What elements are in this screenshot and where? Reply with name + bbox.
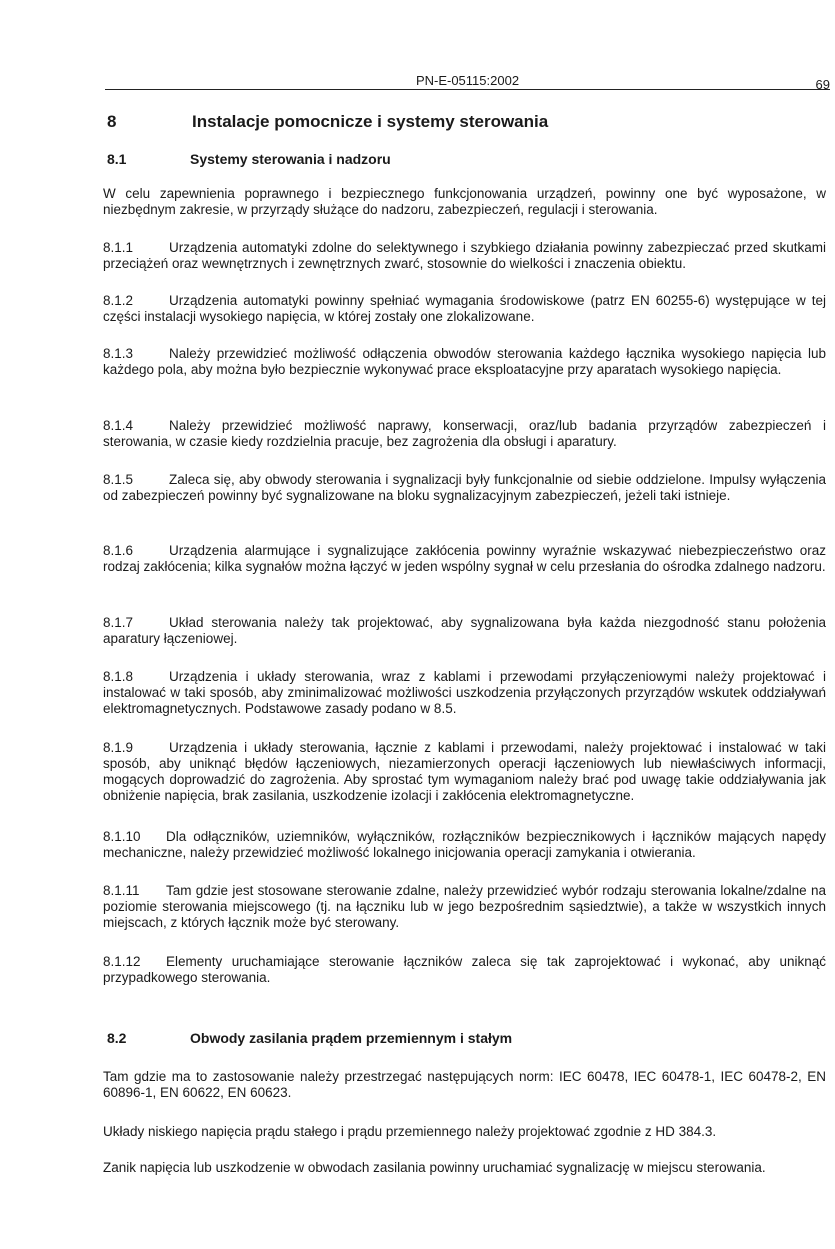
clause-number: 8.1.11: [103, 883, 140, 898]
clause-text: Układ sterowania należy tak projektować, aby sygnalizowana była każda niezgodność stanu położenia aparatury łączeniowej.: [103, 615, 826, 646]
section-title: Obwody zasilania prądem przemiennym i stałym: [190, 1030, 513, 1046]
clause-8-1-1: [103, 240, 826, 272]
clause-text: Urządzenia i układy sterowania, wraz z kablami i przewodami przyłączeniowymi należy projektować i instalować w taki sposób, aby zminimalizować możliwości uszkodzenia przyłączonych przyrządów wskutek oddziaływań elektromagnetycznych. Podstawowe zasady podano w 8.5.: [103, 669, 826, 716]
clause-text: Urządzenia automatyki powinny spełniać wymagania środowiskowe (patrz EN 60255-6) występujące w tej części instalacji wysokiego napięcia, w której zostały one zlokalizowane.: [103, 293, 826, 324]
section-8-heading: [107, 112, 827, 132]
clause-text: Należy przewidzieć możliwość odłączenia obwodów sterowania każdego łącznika wysokiego napięcia lub każdego pola, aby można było bezpiecznie wykonywać prace eksploatacyjne przy aparatach wysokiego napięcia.: [103, 346, 826, 377]
clause-8-1-2: [103, 293, 826, 325]
section-number: 8.2: [107, 1030, 127, 1046]
clause-8-1-3: [103, 346, 826, 378]
clause-number: 8.1.10: [103, 829, 141, 844]
section-number: 8: [107, 112, 117, 131]
clause-text: Urządzenia i układy sterowania, łącznie z kablami i przewodami, należy projektować i instalować w taki sposób, aby uniknąć błędów łączeniowych, niezamierzonych operacji łączeniowych lub niewłaściwych informacji, mogących doprowadzić do zagrożenia. Aby sprostać tym wymaganiom należy brać pod uwagę takie oddziaływania jak obniżenie napięcia, brak zasilania, uszkodzenie izolacji i zakłócenia elektromagnetyczne.: [103, 740, 826, 803]
section-8-2-paragraph: Zanik napięcia lub uszkodzenie w obwodach zasilania powinny uruchamiać sygnalizację w miejscu sterowania.: [103, 1160, 766, 1175]
standard-number: PN-E-05115:2002: [415, 73, 520, 88]
clause-number: 8.1.6: [103, 543, 134, 558]
clause-number: 8.1.3: [103, 346, 134, 361]
clause-text: Elementy uruchamiające sterowanie łączników zaleca się tak zaprojektować i wykonać, aby uniknąć przypadkowego sterowania.: [103, 954, 826, 985]
clause-number: 8.1.4: [103, 418, 134, 433]
clause-number: 8.1.8: [103, 669, 134, 684]
clause-number: 8.1.1: [103, 240, 134, 255]
clause-8-1-9: [103, 740, 826, 804]
clause-8-1-5: [103, 472, 826, 504]
page-header: [105, 70, 830, 94]
clause-8-1-10: [103, 829, 826, 861]
page-number: 69: [815, 77, 830, 92]
clause-text: Dla odłączników, uziemników, wyłączników, rozłączników bezpiecznikowych i łączników mających napędy mechaniczne, należy przewidzieć możliwość lokalnego inicjowania operacji zamykania i otwierania.: [103, 829, 826, 860]
clause-8-1-7: [103, 615, 826, 647]
clause-text: Należy przewidzieć możliwość naprawy, konserwacji, oraz/lub badania przyrządów zabezpieczeń i sterowania, w czasie kiedy rozdzielnia pracuje, bez zagrożenia dla obsługi i aparatury.: [103, 418, 826, 449]
clause-number: 8.1.9: [103, 740, 134, 755]
header-rule: [105, 89, 830, 90]
clause-8-1-11: [103, 883, 826, 931]
clause-8-1-6: [103, 543, 826, 575]
section-8-2-paragraph: Układy niskiego napięcia prądu stałego i prądu przemiennego należy projektować zgodnie z HD 384.3.: [103, 1124, 717, 1139]
section-8-1-intro: W celu zapewnienia poprawnego i bezpiecznego funkcjonowania urządzeń, powinny one być wyposażone, w niezbędnym zakresie, w przyrządy służące do nadzoru, zabezpieczeń, regulacji i sterowania.: [103, 186, 826, 217]
clause-8-1-4: [103, 418, 826, 450]
clause-text: Urządzenia alarmujące i sygnalizujące zakłócenia powinny wyraźnie wskazywać niebezpieczeństwo oraz rodzaj zakłócenia; kilka sygnałów można łączyć w jeden wspólny sygnał w celu przesłania do ośrodka zdalnego nadzoru.: [103, 543, 826, 574]
clause-text: Tam gdzie jest stosowane sterowanie zdalne, należy przewidzieć wybór rodzaju sterowania lokalne/zdalne na poziomie sterowania miejscowego (tj. na łączniku lub w jego bezpośrednim sąsiedztwie), a także w wszystkich innych miejscach, z których łącznik może być sterowany.: [103, 883, 826, 930]
section-title: Instalacje pomocnicze i systemy sterowania: [192, 112, 549, 131]
clause-text: Urządzenia automatyki zdolne do selektywnego i szybkiego działania powinny zabezpieczać przed skutkami przeciążeń oraz wewnętrznych i zewnętrznych zwarć, stosownie do wielkości i znaczenia obiektu.: [103, 240, 826, 271]
section-8-2-heading: [107, 1030, 827, 1046]
section-number: 8.1: [107, 151, 127, 167]
section-title: Systemy sterowania i nadzoru: [190, 151, 391, 167]
clause-number: 8.1.12: [103, 954, 141, 969]
clause-number: 8.1.2: [103, 293, 134, 308]
clause-number: 8.1.7: [103, 615, 134, 630]
clause-number: 8.1.5: [103, 472, 134, 487]
section-8-1-heading: [107, 151, 827, 167]
clause-8-1-8: [103, 669, 826, 717]
clause-text: Zaleca się, aby obwody sterowania i sygnalizacji były funkcjonalnie od siebie oddzielone. Impulsy wyłączenia od zabezpieczeń powinny być sygnalizowane na bloku sygnalizacyjnym zabezpieczeń, jeżeli taki istnieje.: [103, 472, 826, 503]
section-8-2-paragraph: Tam gdzie ma to zastosowanie należy przestrzegać następujących norm: IEC 60478, IEC 60478-1, IEC 60478-2, EN 60896-1, EN 60622, EN 60623.: [103, 1069, 826, 1100]
clause-8-1-12: [103, 954, 826, 986]
